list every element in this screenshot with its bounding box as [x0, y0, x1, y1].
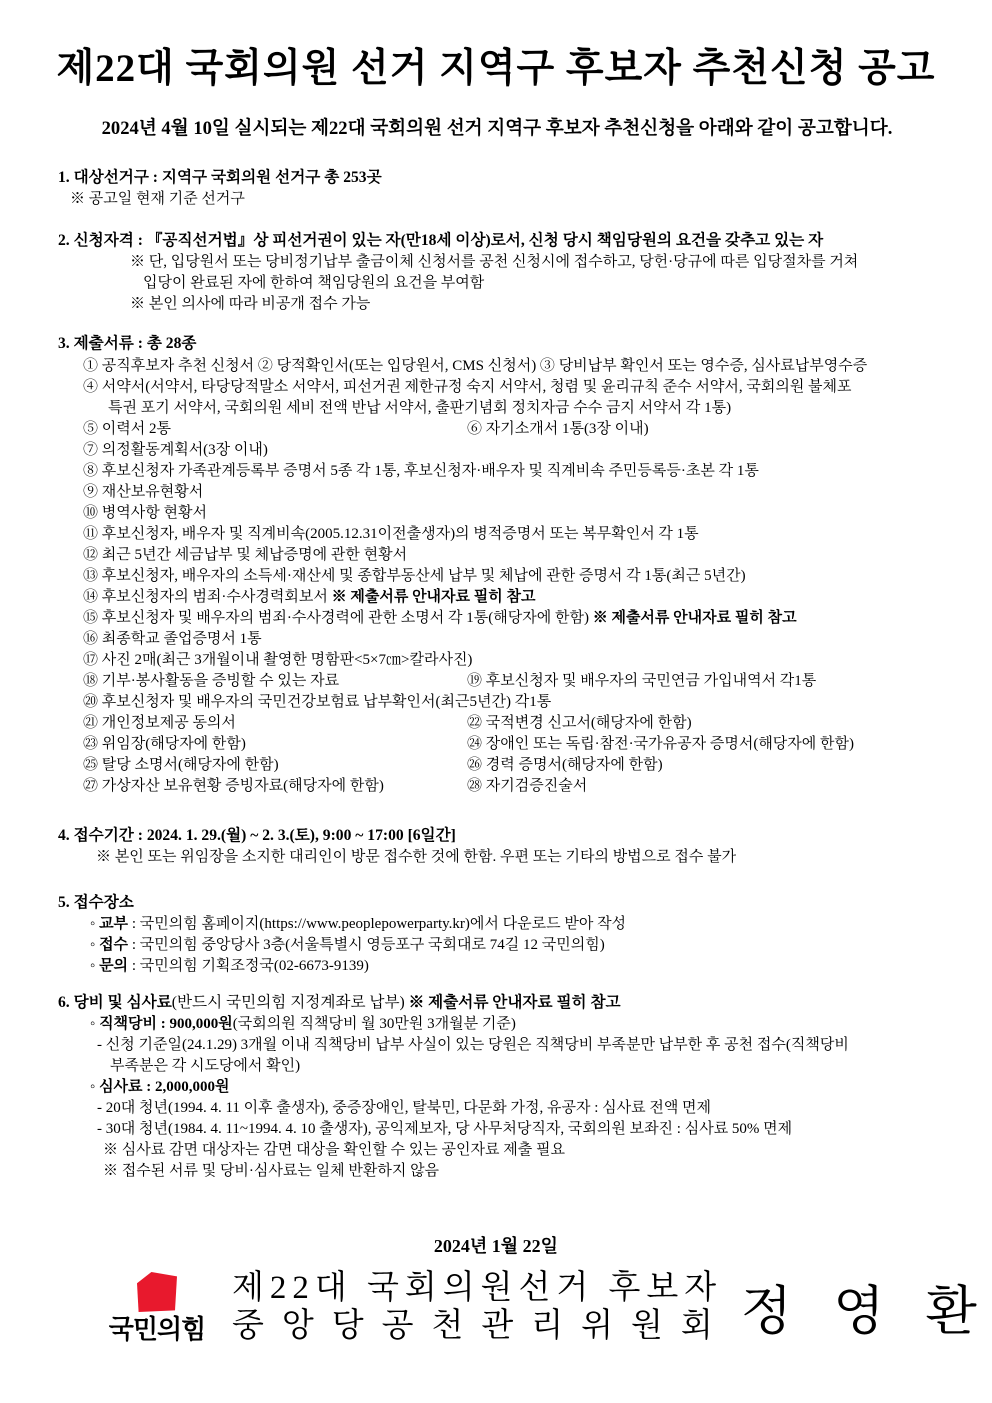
- list-item: ⑨ 재산보유현황서: [83, 484, 204, 500]
- list-item: ⑦ 의정활동계획서(3장 이내): [83, 442, 268, 458]
- section-1-header: 1. 대상선거구 : 지역구 국회의원 선거구 총 253곳: [58, 169, 382, 186]
- section-4-note: ※ 본인 또는 위임장을 소지한 대리인이 방문 접수한 것에 한함. 우편 또는 기타의 방법으로 접수 불가: [96, 849, 737, 865]
- section-1-note: ※ 공고일 현재 기준 선거구: [70, 191, 245, 207]
- fee-line-duty: [90, 1014, 954, 1035]
- list-item-text: ⑮ 후보신청자 및 배우자의 범죄·수사경력에 관한 소명서 각 1통(해당자에 한함): [83, 610, 593, 626]
- bullet-issue: [90, 914, 954, 935]
- section-6-header-emphasis: ※ 제출서류 안내자료 필히 참고: [408, 994, 621, 1011]
- subtitle: 2024년 4월 10일 실시되는 제22대 국회의원 선거 지역구 후보자 추천신청을 아래와 같이 공고합니다.: [101, 118, 893, 139]
- list-item: [83, 608, 954, 629]
- section-2-note-2: ※ 본인 의사에 따라 비공개 접수 가능: [130, 296, 371, 312]
- list-item: ④ 서약서(서약서, 타당당적말소 서약서, 피선거권 제한규정 숙지 서약서, 청렴 및 윤리규칙 준수 서약서, 국회의원 불체포: [83, 379, 852, 395]
- document-list: [58, 356, 954, 797]
- fee-line-review: ◦ 심사료 : 2,000,000원: [90, 1079, 230, 1095]
- list-item: ⑬ 후보신청자, 배우자의 소득세·재산세 및 종합부동산세 납부 및 체납에 관한 증명서 각 1통(최근 5년간): [83, 568, 746, 584]
- fee-label: ◦ 직책당비 : 900,000원: [90, 1016, 233, 1032]
- fee-detail: (국회의원 직책당비 월 30만원 3개월분 기준): [232, 1016, 516, 1032]
- list-item: ⑪ 후보신청자, 배우자 및 직계비속(2005.12.31이전출생자)의 병적증명서 또는 복무확인서 각 1통: [83, 526, 699, 542]
- section-required-documents: [58, 333, 954, 797]
- section-4-header: 4. 접수기간 : 2024. 1. 29.(월) ~ 2. 3.(토), 9:00 ~ 17:00 [6일간]: [58, 827, 456, 844]
- fee-note-norefund: ※ 접수된 서류 및 당비·심사료는 일체 반환하지 않음: [103, 1163, 440, 1179]
- party-logo: [98, 1270, 216, 1344]
- bullet-label: ◦ 문의: [90, 958, 129, 974]
- list-item: [83, 713, 954, 734]
- section-fees: [58, 992, 954, 1182]
- list-item: [83, 671, 954, 692]
- fee-exempt-30s: - 30대 청년(1984. 4. 11~1994. 4. 10 출생자), 공익제보자, 당 사무처당직자, 국회의원 보좌진 : 심사료 50% 면제: [97, 1121, 793, 1137]
- section-6-header-regular: (반드시 국민의힘 지정계좌로 납부): [171, 994, 409, 1011]
- fee-exempt-20s: - 20대 청년(1994. 4. 11 이후 출생자), 중증장애인, 탈북민, 다문화 가정, 유공자 : 심사료 전액 면제: [97, 1100, 712, 1116]
- list-item: ⑫ 최근 5년간 세금납부 및 체납증명에 관한 현황서: [83, 547, 408, 563]
- section-2-note-1: ※ 단, 입당원서 또는 당비정기납부 출금이체 신청서를 공천 신청시에 접수하고, 당헌·당규에 따른 입당절차를 거쳐: [130, 254, 859, 270]
- fee-note-proof: ※ 심사료 감면 대상자는 감면 대상을 확인할 수 있는 공인자료 제출 필요: [103, 1142, 565, 1158]
- committee-line-1: 제22대 국회의원선거 후보자: [232, 1270, 723, 1306]
- bullet-text: : 국민의힘 중앙당사 3층(서울특별시 영등포구 국회대로 74길 12 국민의힘): [128, 937, 605, 953]
- bullet-text: : 국민의힘 기획조정국(02-6673-9139): [128, 958, 369, 974]
- list-item-left: ㉑ 개인정보제공 동의서: [83, 715, 236, 731]
- list-item: ⑯ 최종학교 졸업증명서 1통: [83, 631, 262, 647]
- section-application-place: [58, 892, 954, 977]
- list-item-continuation: 특권 포기 서약서, 국회의원 세비 전액 반납 서약서, 출판기념회 정치자금 수수 금지 서약서 각 1통): [108, 400, 732, 416]
- list-item-right: ㉖ 경력 증명서(해당자에 한함): [467, 757, 663, 773]
- list-item-left: ㉓ 위임장(해당자에 한함): [83, 736, 246, 752]
- list-item-right: ⑥ 자기소개서 1통(3장 이내): [467, 421, 649, 437]
- bullet-label: ◦ 접수: [90, 937, 129, 953]
- committee-name: [232, 1270, 731, 1345]
- section-2-note-1-cont: 입당이 완료된 자에 한하여 책임당원의 요건을 부여함: [143, 275, 485, 291]
- bullet-label: ◦ 교부: [90, 916, 129, 932]
- section-application-period: [58, 825, 954, 868]
- bullet-text: : 국민의힘 홈페이지(https://www.peoplepowerparty.kr)에서 다운로드 받아 작성: [128, 916, 627, 932]
- section-2-header: 2. 신청자격 : 『공직선거법』상 피선거권이 있는 자(만18세 이상)로서, 신청 당시 책임당원의 요건을 갖추고 있는 자: [58, 232, 824, 249]
- page-title: 제22대 국회의원 선거 지역구 후보자 추천신청 공고: [56, 47, 936, 90]
- list-item-left: ⑤ 이력서 2통: [83, 421, 171, 437]
- section-6-header: [58, 992, 954, 1014]
- list-item: ⑩ 병역사항 현황서: [83, 505, 207, 521]
- list-item: [83, 419, 954, 440]
- list-item: [83, 776, 954, 797]
- list-item: ⑳ 후보신청자 및 배우자의 국민건강보험료 납부확인서(최근5년간) 각1통: [83, 694, 552, 710]
- list-item-emphasis: ※ 제출서류 안내자료 필히 참고: [592, 610, 797, 626]
- list-item-right: ㉔ 장애인 또는 독립·참전·국가유공자 증명서(해당자에 한함): [467, 736, 855, 752]
- footer-signature-block: [0, 1270, 992, 1345]
- section-5-header: 5. 접수장소: [58, 894, 134, 911]
- list-item: ⑰ 사진 2매(최근 3개월이내 촬영한 명함판<5×7㎝>칼라사진): [83, 652, 473, 668]
- list-item: [83, 755, 954, 776]
- announcement-date: 2024년 1월 22일: [433, 1236, 559, 1256]
- party-logo-icon: [137, 1272, 177, 1312]
- list-item-right: ⑲ 후보신청자 및 배우자의 국민연금 가입내역서 각1통: [467, 673, 817, 689]
- list-item: [83, 734, 954, 755]
- list-item-left: ㉗ 가상자산 보유현황 증빙자료(해당자에 한함): [83, 778, 384, 794]
- list-item-right: ㉒ 국적변경 신고서(해당자에 한함): [467, 715, 692, 731]
- signer-name: 정 영 환: [740, 1283, 991, 1341]
- list-item: [83, 587, 954, 608]
- list-item-text: ⑭ 후보신청자의 범죄·수사경력회보서: [83, 589, 332, 605]
- list-item-emphasis: ※ 제출서류 안내자료 필히 참고: [331, 589, 536, 605]
- list-item-right: ㉘ 자기검증진술서: [467, 778, 588, 794]
- fee-line-note-cont: 부족분은 각 시도당에서 확인): [110, 1058, 301, 1074]
- bullet-receive: [90, 935, 954, 956]
- section-target-districts: [58, 167, 954, 210]
- section-eligibility: [58, 230, 954, 315]
- list-item-left: ⑱ 기부·봉사활동을 증빙할 수 있는 자료: [83, 673, 340, 689]
- bullet-contact: [90, 956, 954, 977]
- party-name: 국민의힘: [108, 1314, 206, 1344]
- section-3-header: 3. 제출서류 : 총 28종: [58, 335, 197, 352]
- list-item: ⑧ 후보신청자 가족관계등록부 증명서 5종 각 1통, 후보신청자·배우자 및 직계비속 주민등록등·초본 각 1통: [83, 463, 759, 479]
- list-item: ① 공직후보자 추천 신청서 ② 당적확인서(또는 입당원서, CMS 신청서) ③ 당비납부 확인서 또는 영수증, 심사료납부영수증: [83, 358, 868, 374]
- committee-line-2: 중앙당공천관리위원회: [232, 1308, 731, 1344]
- section-6-header-bold: 6. 당비 및 심사료: [58, 994, 172, 1011]
- fee-line-note: - 신청 기준일(24.1.29) 3개월 이내 직책당비 납부 사실이 있는 당원은 직책당비 부족분만 납부한 후 공천 접수(직책당비: [97, 1037, 849, 1053]
- list-item-left: ㉕ 탈당 소명서(해당자에 한함): [83, 757, 279, 773]
